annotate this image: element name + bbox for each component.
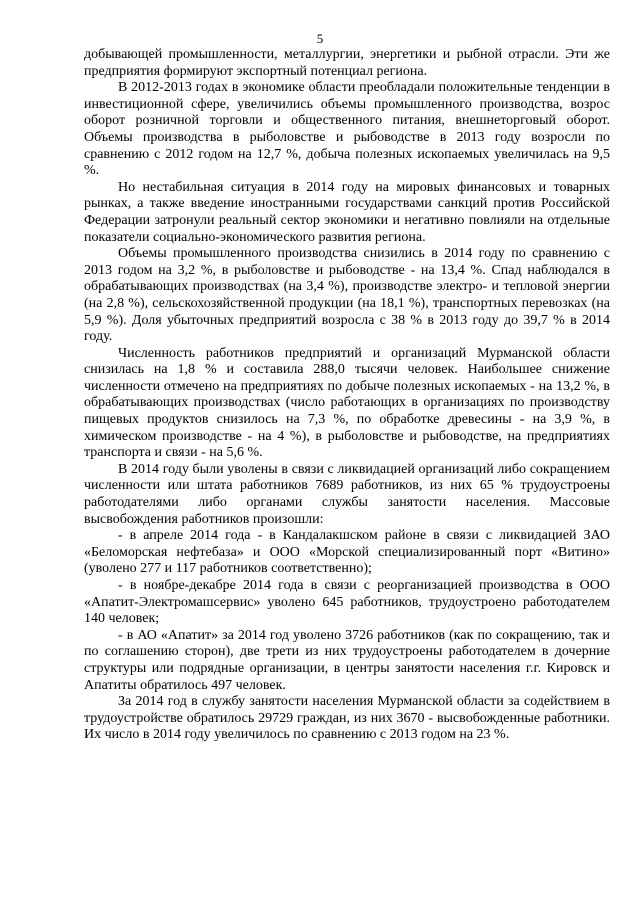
paragraph-6: В 2014 году были уволены в связи с ликвидацией организаций либо сокращением численности или штата работников 7689 работников, из них 65 % трудоустроены работодателями либо органами службы занятости населения. Массовые высвобождения работников произошли: [84, 461, 610, 527]
list-item-april: - в апреле 2014 года - в Кандалакшском районе в связи с ликвидацией ЗАО «Беломорская нефтебаза» и ООО «Морской специализированный порт «Витино» (уволено 277 и 117 работников соответственно); [84, 528, 610, 577]
paragraph-2: В 2012-2013 годах в экономике области преобладали положительные тенденции в инвестиционной сфере, увеличились объемы промышленного производства, возрос оборот розничной торговли и общественного питания, внешнеторговый оборот. Объемы производства в рыболовстве и рыбоводстве в 2013 году возросли по сравнению с 2012 годом на 12,7 %, добыча полезных ископаемых увеличилась на 9,5 %. [84, 80, 610, 179]
paragraph-10: За 2014 год в службу занятости населения Мурманской области за содействием в трудоустройстве обратилось 29729 граждан, из них 3670 - высвобожденные работники. Их число в 2014 году увеличилось по сравнению с 2013 годом на 23 %. [84, 694, 610, 743]
body-text [84, 47, 610, 744]
paragraph-4: Объемы промышленного производства снизились в 2014 году по сравнению с 2013 годом на 3,2 %, в рыболовстве и рыбоводстве - на 13,4 %. Спад наблюдался в обрабатывающих производствах (на 3,4 %), производстве электро- и тепловой энергии (на 2,8 %), сельскохозяйственной продукции (на 18,1 %), транспортных перевозках (на 5,9 %). Доля убыточных предприятий возросла с 38 % в 2013 году до 39,7 % в 2014 году. [84, 246, 610, 345]
paragraph-5: Численность работников предприятий и организаций Мурманской области снизилась на 1,8 % и составила 288,0 тысячи человек. Наибольшее снижение численности отмечено на предприятиях по добыче полезных ископаемых - на 13,2 %, в обрабатывающих производствах (число работающих в организациях по производству пищевых продуктов снизилось на 7,3 %, по обработке древесины - на 3,9 %, в химическом производстве - на 4 %), в рыболовстве и рыбоводстве, на предприятиях транспорта и связи - на 5,6 %. [84, 345, 610, 461]
page-number: 5 [316, 31, 324, 46]
paragraph-1: добывающей промышленности, металлургии, энергетики и рыбной отрасли. Эти же предприятия формируют экспортный потенциал региона. [84, 47, 610, 79]
list-item-apatit: - в АО «Апатит» за 2014 год уволено 3726 работников (как по сокращению, так и по соглашению сторон), две трети из них трудоустроены работодателем в дочерние структуры или подрядные организации, в центры занятости населения г.г. Кировск и Апатиты обратилось 497 человек. [84, 627, 610, 693]
paragraph-3: Но нестабильная ситуация в 2014 году на мировых финансовых и товарных рынках, а также введение иностранными государствами санкций против Российской Федерации затронули реальный сектор экономики и негативно повлияли на отдельные показатели социально-экономического развития региона. [84, 179, 610, 245]
list-item-november: - в ноябре-декабре 2014 года в связи с реорганизацией производства в ООО «Апатит-Электромашсервис» уволено 645 работников, трудоустроено работодателем 140 человек; [84, 578, 610, 627]
